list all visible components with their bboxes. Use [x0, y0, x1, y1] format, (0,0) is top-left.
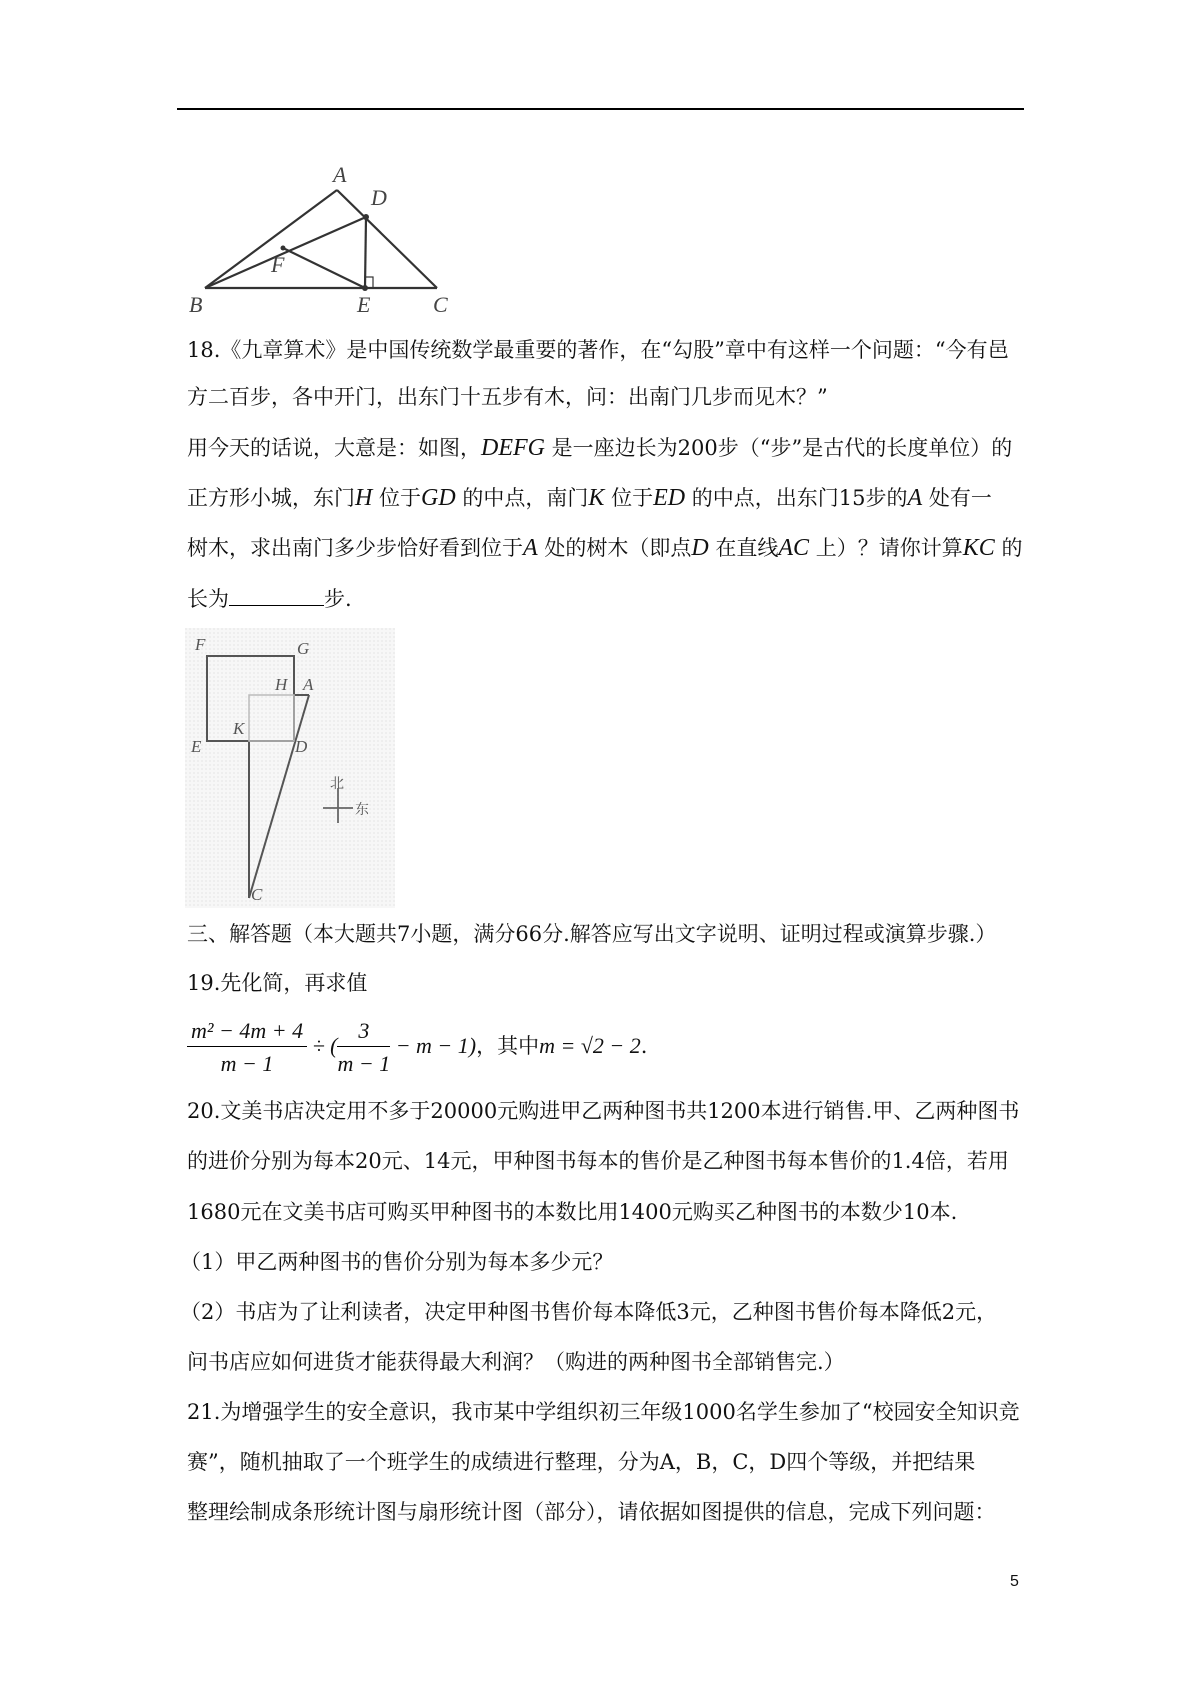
q21-line1: 21.为增强学生的安全意识，我市某中学组织初三年级1000名学生参加了“校园安全知识竞 [187, 1400, 1020, 1424]
q19-title: 19.先化简，再求值 [187, 971, 368, 995]
fraction-1: $\frac{\text{m² − 4m + 4}}{m - 1}$ [187, 1018, 307, 1077]
label-E: E [357, 292, 371, 317]
q21-line2: 赛”，随机抽取了一个班学生的成绩进行整理，分为A，B，C，D四个等级，并把结果 [187, 1450, 976, 1474]
q18-line5: 树木，求出南门多少步恰好看到位于A 处的树木（即点D 在直线AC 上）？请你计算KC 的 [187, 535, 1023, 561]
square-city-figure [185, 628, 395, 908]
q18-line4: 正方形小城，东门H 位于GD 的中点，南门K 位于ED 的中点，出东门15步的A 处有一 [187, 485, 992, 511]
label-C2: C [251, 885, 263, 904]
section-3-heading: 三、解答题（本大题共7小题，满分66分.解答应写出文字说明、证明过程或演算步骤.） [187, 922, 997, 946]
q19-expression: $\frac{\text{m² − 4m + 4}}{m - 1}$ ÷ ( $\frac{3}{m - 1}$ − m − 1)，其中m = √2 − 2. [187, 1018, 647, 1077]
label-H2: H [275, 675, 288, 694]
label-D: D [371, 185, 387, 210]
q20-line1: 20.文美书店决定用不多于20000元购进甲乙两种图书共1200本进行销售.甲、乙两种图书 [187, 1099, 1020, 1123]
label-B: B [189, 292, 203, 317]
q18-line3: 用今天的话说，大意是：如图，DEFG 是一座边长为200步（“步”是古代的长度单位）的 [187, 435, 1013, 461]
answer-blank[interactable] [229, 585, 324, 606]
label-D2: D [295, 737, 308, 756]
q18-line2: 方二百步，各中开门，出东门十五步有木，问：出南门几步而见木？” [187, 385, 828, 409]
label-east: 东 [355, 802, 369, 818]
q18-line6: 长为 步. [187, 587, 352, 611]
label-F: F [271, 252, 285, 277]
q20-sub1: （1）甲乙两种图书的售价分别为每本多少元？ [180, 1250, 614, 1274]
q20-line3: 1680元在文美书店可购买甲种图书的本数比用1400元购买乙种图书的本数少10本. [187, 1200, 958, 1224]
label-K2: K [233, 719, 245, 738]
q18-line1: 18.《九章算术》是中国传统数学最重要的著作，在“勾股”章中有这样一个问题：“今有邑 [187, 338, 1009, 362]
label-G2: G [297, 639, 310, 658]
header-rule [177, 108, 1024, 110]
q20-sub2b: 问书店应如何进货才能获得最大利润？（购进的两种图书全部销售完.） [187, 1350, 845, 1374]
label-north: 北 [330, 776, 344, 792]
q20-line2: 的进价分别为每本20元、14元，甲种图书每本的售价是乙种图书每本售价的1.4倍，若用 [187, 1149, 1009, 1173]
label-C: C [433, 292, 448, 317]
q20-sub2a: （2）书店为了让利读者，决定甲种图书售价每本降低3元，乙种图书售价每本降低2元， [180, 1300, 998, 1324]
label-A2: A [303, 675, 314, 694]
label-E2: E [191, 737, 202, 756]
label-F2: F [195, 635, 206, 654]
q21-line3: 整理绘制成条形统计图与扇形统计图（部分），请依据如图提供的信息，完成下列问题： [187, 1500, 996, 1524]
label-A: A [333, 162, 347, 187]
triangle-figure [185, 160, 465, 320]
page-number: 5 [1010, 1573, 1019, 1590]
fraction-2: $\frac{3}{m - 1}$ [337, 1018, 391, 1076]
